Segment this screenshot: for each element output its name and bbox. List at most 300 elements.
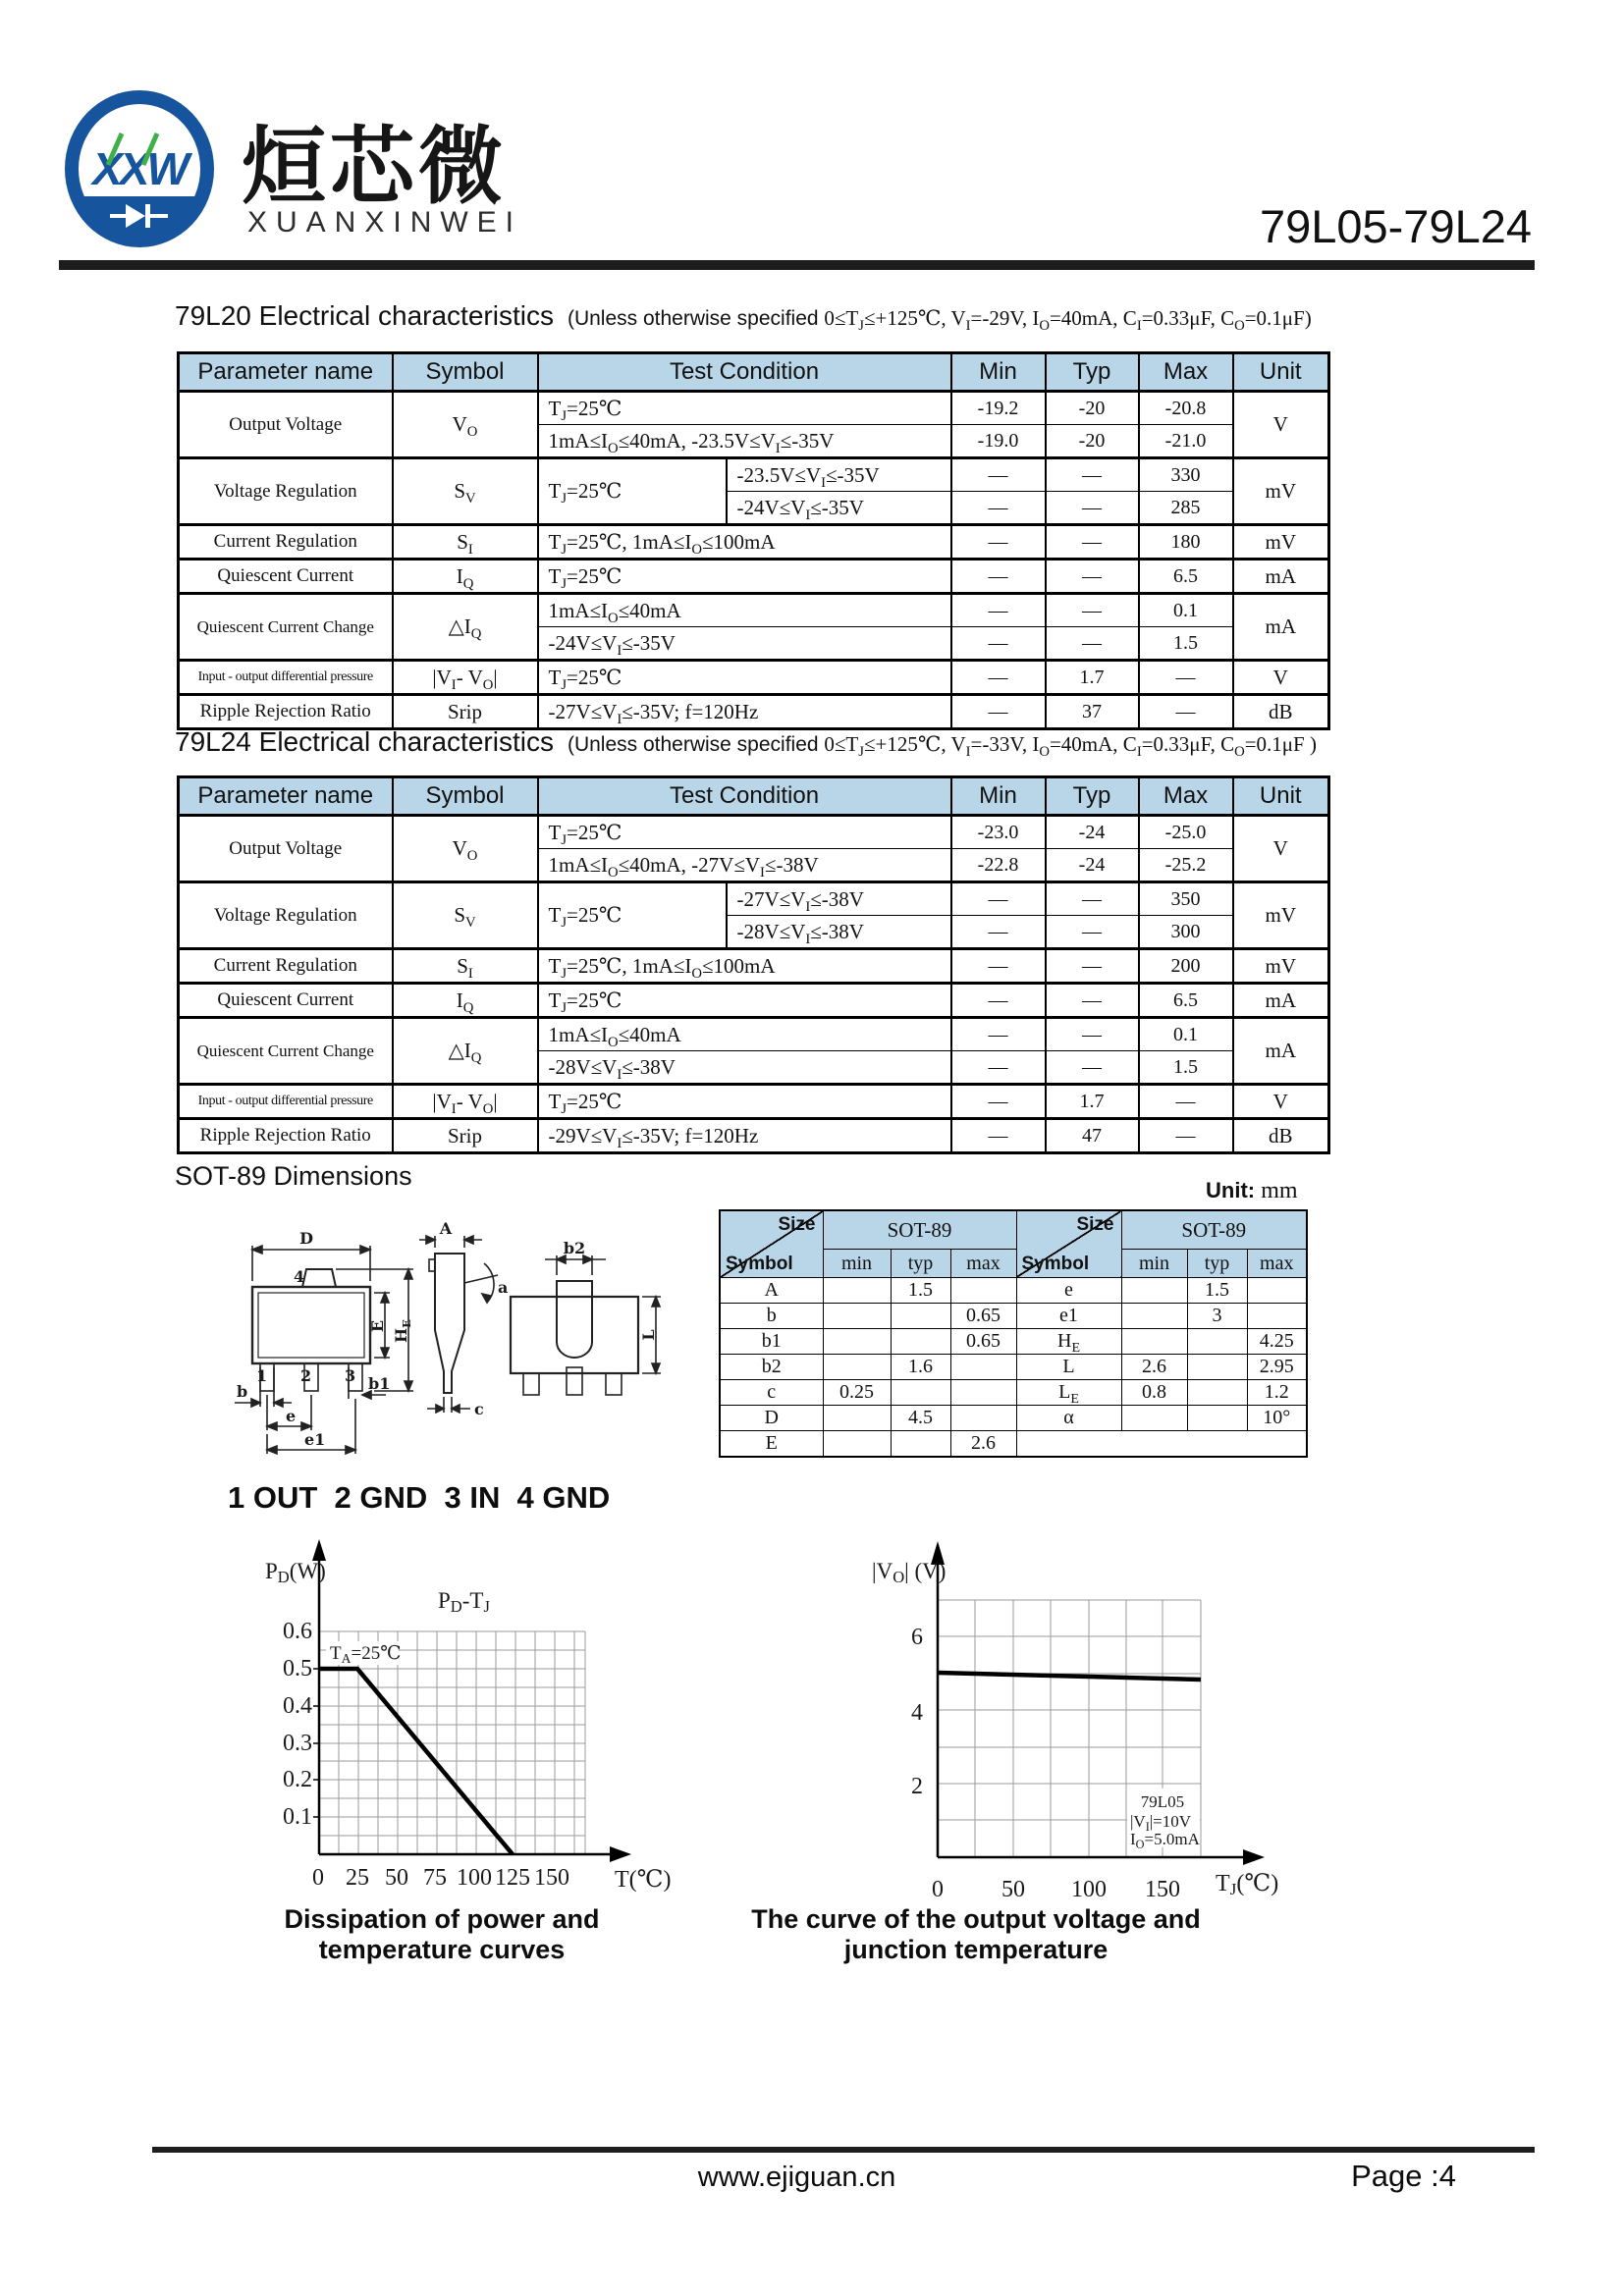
x-tick: 150 — [534, 1865, 569, 1891]
header-divider — [59, 260, 1535, 270]
table-cell: -19.0 — [951, 425, 1046, 458]
table-cell: $S_V$ — [393, 882, 538, 949]
table-cell: — — [1046, 949, 1139, 984]
dim-label-e: e — [286, 1407, 297, 1425]
table-cell — [891, 1304, 950, 1329]
table-cell: 2.6 — [950, 1431, 1016, 1458]
col-header: Test Condition — [538, 777, 951, 816]
table-row — [720, 1380, 1307, 1406]
table-cell: -23.0 — [951, 816, 1046, 849]
table-cell: $-27V\le V_I\le-38V$ — [727, 882, 951, 916]
table-cell: $S_I$ — [393, 949, 538, 984]
section-spec-prefix: (Unless otherwise specified — [567, 733, 825, 756]
table-row — [179, 984, 1329, 1018]
x-axis-label: T(℃) — [615, 1867, 672, 1893]
output-voltage-chart — [854, 1531, 1306, 1963]
table-cell: Voltage Regulation — [179, 882, 393, 949]
x-tick: 75 — [423, 1865, 447, 1891]
table-cell: $T_J=25℃$ — [538, 661, 951, 695]
table-cell: 1.5 — [891, 1278, 950, 1304]
col-header: Min — [951, 777, 1046, 816]
unit-label: Unit: — [1206, 1178, 1256, 1202]
table-cell: mV — [1233, 458, 1329, 525]
power-dissipation-chart — [245, 1531, 687, 1953]
pin-label-2: 2 — [300, 1366, 312, 1385]
table-cell — [950, 1406, 1016, 1431]
table-row — [179, 816, 1329, 849]
y-tick: 0.3 — [283, 1731, 312, 1756]
table-cell: -25.2 — [1139, 849, 1233, 882]
table-cell: $V_O$ — [393, 392, 538, 458]
brand-name-english: XUANXINWEI — [247, 206, 523, 239]
col-header: max — [1247, 1250, 1307, 1278]
table-cell: $I_Q$ — [393, 560, 538, 594]
unit-value: mm — [1261, 1178, 1298, 1203]
section-title: 79L24 Electrical characteristics — [175, 726, 554, 757]
table-cell: 4.25 — [1247, 1329, 1307, 1355]
col-header: Max — [1139, 353, 1233, 392]
table-cell: $1mA\le I_O\le 40mA$, $-23.5V\le V_I\le-35V$ — [538, 425, 951, 458]
table-cell: e — [1016, 1278, 1121, 1304]
table-cell: 6.5 — [1139, 560, 1233, 594]
table-cell: — — [1046, 458, 1139, 492]
table-cell: $L_E$ — [1016, 1380, 1121, 1406]
table-cell: $H_E$ — [1016, 1329, 1121, 1355]
table-cell: Current Regulation — [179, 949, 393, 984]
table-cell: -20.8 — [1139, 392, 1233, 425]
table-cell: 350 — [1139, 882, 1233, 916]
table-cell: $T_J=25℃$, $1mA\le I_O\le 100mA$ — [538, 949, 951, 984]
dimensions-heading: SOT-89 Dimensions — [175, 1161, 412, 1191]
symbol-label: Symbol — [726, 1254, 793, 1274]
footer-website: www.ejiguan.cn — [697, 2162, 896, 2193]
table-cell: Quiescent Current — [179, 984, 393, 1018]
table-cell: V — [1233, 1085, 1329, 1119]
y-tick: 0.6 — [283, 1619, 312, 1644]
table-cell: $T_J=25℃$ — [538, 1085, 951, 1119]
col-header: Typ — [1046, 353, 1139, 392]
table-cell: $T_J=25℃$ — [538, 560, 951, 594]
series-label: 79L05 — [1140, 1792, 1185, 1811]
table-cell: 0.25 — [823, 1380, 891, 1406]
table-cell: e1 — [1016, 1304, 1121, 1329]
table-cell: $-23.5V\le V_I\le-35V$ — [727, 458, 951, 492]
x-tick: 125 — [495, 1865, 530, 1891]
y-tick: 0.5 — [283, 1656, 312, 1682]
table-cell — [823, 1406, 891, 1431]
table-cell: — — [951, 560, 1046, 594]
table-cell: — — [1139, 695, 1233, 729]
table-cell: 0.1 — [1139, 1018, 1233, 1051]
pinout-legend: 1 OUT 2 GND 3 IN 4 GND — [228, 1480, 611, 1515]
section-spec-formula: $0\le T_J\le+125℃$, $V_I=-33V$, $I_O=40mA$, $C_I=0.33\mu F$, $C_O=0.1\mu F$ ) — [824, 732, 1317, 761]
x-tick: 0 — [312, 1865, 324, 1891]
left-chart-caption: Dissipation of power and temperature curves — [284, 1904, 600, 1964]
table-cell: $V_O$ — [393, 816, 538, 882]
table-cell: mV — [1233, 949, 1329, 984]
table-cell: — — [1046, 560, 1139, 594]
x-tick: 50 — [385, 1865, 408, 1891]
col-header: Typ — [1046, 777, 1139, 816]
y-axis-label: PD(W) — [265, 1559, 326, 1586]
table-cell: dB — [1233, 1119, 1329, 1153]
table-cell: — — [1046, 984, 1139, 1018]
y-axis-label: |VO| (V) — [872, 1559, 947, 1586]
table-cell: 285 — [1139, 492, 1233, 525]
table-cell: Input - output differential pressure — [179, 661, 393, 695]
table-row — [179, 458, 1329, 492]
table-cell: Current Regulation — [179, 525, 393, 560]
footer-page-number: Page :4 — [1351, 2159, 1456, 2193]
table-cell: — — [951, 1051, 1046, 1085]
table-cell: 1.7 — [1046, 661, 1139, 695]
package-name: SOT-89 — [1121, 1210, 1307, 1250]
table-cell: — — [951, 1119, 1046, 1153]
table-cell — [823, 1431, 891, 1458]
table-cell: Voltage Regulation — [179, 458, 393, 525]
chart-grid — [319, 1631, 585, 1854]
table-cell: $-28V\le V_I\le-38V$ — [727, 916, 951, 949]
table-cell: Srip — [393, 695, 538, 729]
table-row — [720, 1304, 1307, 1329]
table-cell: 6.5 — [1139, 984, 1233, 1018]
table-row — [720, 1406, 1307, 1431]
table-row — [179, 1018, 1329, 1051]
dim-label-b: b — [237, 1382, 248, 1401]
table-cell: — — [951, 695, 1046, 729]
x-axis-label: TJ(℃) — [1216, 1871, 1279, 1898]
table-cell — [1187, 1380, 1247, 1406]
table-cell: 4.5 — [891, 1406, 950, 1431]
table-row — [179, 560, 1329, 594]
table-cell: -20 — [1046, 392, 1139, 425]
table-cell: 0.65 — [950, 1304, 1016, 1329]
table-cell — [950, 1380, 1016, 1406]
section-title: 79L20 Electrical characteristics — [175, 300, 554, 331]
table-cell: 2.95 — [1247, 1355, 1307, 1380]
section-spec-prefix: (Unless otherwise specified — [567, 307, 825, 330]
table-cell — [1016, 1431, 1307, 1458]
dim-label-D: D — [299, 1229, 313, 1248]
table-cell: — — [1046, 492, 1139, 525]
table-row — [179, 695, 1329, 729]
pin-label-1: 1 — [256, 1366, 268, 1385]
table-cell: $T_J=25℃$ — [538, 882, 727, 949]
table-cell: D — [720, 1406, 823, 1431]
table-cell: 0.1 — [1139, 594, 1233, 627]
logo-letters: XXW — [92, 143, 187, 194]
table-cell: $-24V\le V_I\le-35V$ — [538, 627, 951, 661]
electrical-table-79l24 — [177, 775, 1330, 1154]
pin-label-3: 3 — [345, 1366, 356, 1385]
table-cell: — — [951, 984, 1046, 1018]
table-cell: 1.6 — [891, 1355, 950, 1380]
table-row — [179, 392, 1329, 425]
table-cell: — — [951, 916, 1046, 949]
company-logo — [61, 86, 218, 255]
table-cell: L — [1016, 1355, 1121, 1380]
table-cell: V — [1233, 816, 1329, 882]
table-cell — [1187, 1355, 1247, 1380]
table-cell: mA — [1233, 594, 1329, 661]
table-cell: $-24V\le V_I\le-35V$ — [727, 492, 951, 525]
table-cell: $\triangle I_Q$ — [393, 1018, 538, 1085]
col-header: Test Condition — [538, 353, 951, 392]
table-cell: — — [1046, 882, 1139, 916]
table-cell: $1mA\le I_O\le 40mA$ — [538, 594, 951, 627]
electrical-table-79l20 — [177, 351, 1330, 730]
table-cell: 1.5 — [1139, 1051, 1233, 1085]
table-cell: 1.2 — [1247, 1380, 1307, 1406]
table-cell: — — [951, 525, 1046, 560]
table-cell: — — [951, 882, 1046, 916]
table-cell — [823, 1355, 891, 1380]
table-cell — [950, 1355, 1016, 1380]
table-cell: 1.7 — [1046, 1085, 1139, 1119]
table-cell: Output Voltage — [179, 816, 393, 882]
table-cell: $T_J=25℃$ — [538, 392, 951, 425]
y-tick: 0.2 — [283, 1767, 312, 1792]
condition-label: $I_O=5.0mA$ — [1130, 1830, 1200, 1851]
table-cell — [823, 1278, 891, 1304]
table-cell: Ripple Rejection Ratio — [179, 1119, 393, 1153]
table-cell: $1mA\le I_O\le 40mA$ — [538, 1018, 951, 1051]
table-header-row — [179, 353, 1329, 392]
page-title: 79L05-79L24 — [1259, 200, 1532, 252]
right-chart-caption: The curve of the output voltage and junction temperature — [751, 1904, 1201, 1964]
y-tick: 4 — [911, 1700, 923, 1726]
table-row — [720, 1278, 1307, 1304]
x-tick: 100 — [1071, 1877, 1107, 1902]
table-row — [179, 594, 1329, 627]
table-cell: $|V_I-$ $V_O|$ — [393, 1085, 538, 1119]
col-header: Unit — [1233, 777, 1329, 816]
table-cell: A — [720, 1278, 823, 1304]
table-cell: — — [1139, 1119, 1233, 1153]
table-cell: Quiescent Current — [179, 560, 393, 594]
table-cell: -20 — [1046, 425, 1139, 458]
table-cell: — — [1139, 661, 1233, 695]
table-cell: b1 — [720, 1329, 823, 1355]
table-cell: 330 — [1139, 458, 1233, 492]
table-cell: — — [951, 1018, 1046, 1051]
table-cell: $S_V$ — [393, 458, 538, 525]
table-cell: $T_J=25℃$, $1mA\le I_O\le 100mA$ — [538, 525, 951, 560]
y-tick: 6 — [911, 1625, 923, 1650]
table-cell: mV — [1233, 525, 1329, 560]
table-cell: 2.6 — [1121, 1355, 1187, 1380]
table-cell: -24 — [1046, 816, 1139, 849]
table-cell: 300 — [1139, 916, 1233, 949]
col-header: Symbol — [393, 353, 538, 392]
table-cell: — — [1046, 1051, 1139, 1085]
col-header: Symbol — [393, 777, 538, 816]
table-header-row — [179, 777, 1329, 816]
table-cell: — — [951, 492, 1046, 525]
table-cell: -22.8 — [951, 849, 1046, 882]
x-tick: 0 — [932, 1877, 944, 1902]
table-cell: — — [951, 949, 1046, 984]
table-cell: Output Voltage — [179, 392, 393, 458]
size-label: Size — [778, 1214, 816, 1235]
table-cell — [823, 1304, 891, 1329]
table-cell: $-27V\le V_I\le-35V$; f=120Hz — [538, 695, 951, 729]
table-cell: E — [720, 1431, 823, 1458]
table-cell: 1.5 — [1187, 1278, 1247, 1304]
dim-label-b1: b1 — [368, 1374, 391, 1393]
brand-name-chinese: 烜芯微 — [242, 120, 507, 214]
table-cell — [1121, 1329, 1187, 1355]
table-cell: $-29V\le V_I\le-35V$; f=120Hz — [538, 1119, 951, 1153]
table-cell: $|V_I-$ $V_O|$ — [393, 661, 538, 695]
footer-divider — [152, 2147, 1535, 2153]
table-cell: 37 — [1046, 695, 1139, 729]
table-cell — [1121, 1304, 1187, 1329]
table-cell — [1187, 1329, 1247, 1355]
table-cell: — — [951, 594, 1046, 627]
table-cell: — — [1046, 525, 1139, 560]
table-cell: $T_J=25℃$ — [538, 458, 727, 525]
col-header: Max — [1139, 777, 1233, 816]
y-tick: 0.1 — [283, 1804, 312, 1830]
dim-label-e1: e1 — [304, 1430, 326, 1449]
table-cell: 0.65 — [950, 1329, 1016, 1355]
dimensions-table — [719, 1209, 1308, 1458]
dim-label-b2: b2 — [563, 1239, 586, 1257]
table-cell: $\triangle I_Q$ — [393, 594, 538, 661]
table-row — [179, 1085, 1329, 1119]
table-cell: -21.0 — [1139, 425, 1233, 458]
table-cell: — — [951, 627, 1046, 661]
table-cell: α — [1016, 1406, 1121, 1431]
table-cell: V — [1233, 392, 1329, 458]
pin-label-4: 4 — [294, 1267, 305, 1286]
table-cell — [1247, 1278, 1307, 1304]
col-header: typ — [891, 1250, 950, 1278]
table-cell — [891, 1431, 950, 1458]
size-symbol-diagonal-cell — [1016, 1210, 1121, 1278]
table-cell: Input - output differential pressure — [179, 1085, 393, 1119]
table-row — [179, 661, 1329, 695]
x-tick: 50 — [1001, 1877, 1025, 1902]
table-cell: mA — [1233, 560, 1329, 594]
table-header-row — [720, 1210, 1307, 1250]
section-79l20-heading — [175, 300, 1312, 335]
logo-icon — [61, 86, 218, 255]
table-cell: 3 — [1187, 1304, 1247, 1329]
table-row — [720, 1355, 1307, 1380]
table-cell: $-28V\le V_I\le-38V$ — [538, 1051, 951, 1085]
table-cell: -19.2 — [951, 392, 1046, 425]
col-header: Min — [951, 353, 1046, 392]
col-header: min — [823, 1250, 891, 1278]
table-cell: — — [1046, 627, 1139, 661]
table-cell: — — [951, 661, 1046, 695]
package-diagram — [211, 1220, 682, 1475]
table-cell: 180 — [1139, 525, 1233, 560]
dim-label-c: c — [474, 1400, 484, 1418]
table-cell: $T_J=25℃$ — [538, 984, 951, 1018]
table-cell: -25.0 — [1139, 816, 1233, 849]
table-cell — [1121, 1278, 1187, 1304]
table-cell — [950, 1278, 1016, 1304]
dim-label-alpha: a — [498, 1278, 509, 1297]
table-cell: — — [1139, 1085, 1233, 1119]
dim-label-A: A — [439, 1220, 453, 1238]
table-cell: — — [951, 1085, 1046, 1119]
section-79l24-heading — [175, 726, 1317, 761]
table-cell: $S_I$ — [393, 525, 538, 560]
dim-label-HE: $H_E$ — [392, 1319, 413, 1343]
table-cell: b — [720, 1304, 823, 1329]
col-header: Parameter name — [179, 353, 393, 392]
table-row — [720, 1329, 1307, 1355]
dim-label-L: L — [639, 1329, 658, 1341]
table-cell: — — [1046, 594, 1139, 627]
y-tick: 0.4 — [283, 1693, 312, 1719]
x-tick: 150 — [1145, 1877, 1180, 1902]
table-cell: Quiescent Current Change — [179, 594, 393, 661]
table-cell: — — [1046, 1018, 1139, 1051]
dim-label-E: E — [368, 1319, 387, 1333]
table-cell: $1mA\le I_O\le 40mA$, $-27V\le V_I\le-38V$ — [538, 849, 951, 882]
table-cell: $I_Q$ — [393, 984, 538, 1018]
table-cell — [1247, 1304, 1307, 1329]
table-cell: Quiescent Current Change — [179, 1018, 393, 1085]
section-spec-formula: $0\le T_J\le+125℃$, $V_I=-29V$, $I_O=40mA$, $C_I=0.33\mu F$, $C_O=0.1\mu F$) — [824, 306, 1312, 335]
table-cell: b2 — [720, 1355, 823, 1380]
table-cell: -24 — [1046, 849, 1139, 882]
table-cell: 10° — [1247, 1406, 1307, 1431]
table-cell: $T_J=25℃$ — [538, 816, 951, 849]
table-cell: Srip — [393, 1119, 538, 1153]
table-cell: 0.8 — [1121, 1380, 1187, 1406]
package-name: SOT-89 — [823, 1210, 1016, 1250]
chart-note: $T_A=25℃$ — [330, 1643, 402, 1666]
y-tick: 2 — [911, 1774, 923, 1799]
col-header: max — [950, 1250, 1016, 1278]
table-row — [179, 882, 1329, 916]
chart-title: PD-TJ — [438, 1588, 490, 1616]
table-cell — [891, 1329, 950, 1355]
table-cell — [823, 1329, 891, 1355]
col-header: Parameter name — [179, 777, 393, 816]
condition-label: $|V_I|=10V$ — [1130, 1812, 1192, 1834]
table-cell: V — [1233, 661, 1329, 695]
col-header: typ — [1187, 1250, 1247, 1278]
unit-note — [1206, 1178, 1298, 1204]
table-cell: — — [1046, 916, 1139, 949]
table-cell — [1121, 1406, 1187, 1431]
table-cell: c — [720, 1380, 823, 1406]
table-cell: 47 — [1046, 1119, 1139, 1153]
table-row — [179, 1119, 1329, 1153]
size-label: Size — [1076, 1214, 1114, 1235]
table-cell — [891, 1380, 950, 1406]
x-tick: 100 — [457, 1865, 492, 1891]
table-cell: — — [951, 458, 1046, 492]
col-header: Unit — [1233, 353, 1329, 392]
table-cell — [1187, 1406, 1247, 1431]
table-cell: 1.5 — [1139, 627, 1233, 661]
table-row — [179, 949, 1329, 984]
table-row — [720, 1431, 1307, 1458]
table-cell: dB — [1233, 695, 1329, 729]
x-tick: 25 — [346, 1865, 369, 1891]
table-cell: mA — [1233, 1018, 1329, 1085]
table-cell: Ripple Rejection Ratio — [179, 695, 393, 729]
table-cell: 200 — [1139, 949, 1233, 984]
